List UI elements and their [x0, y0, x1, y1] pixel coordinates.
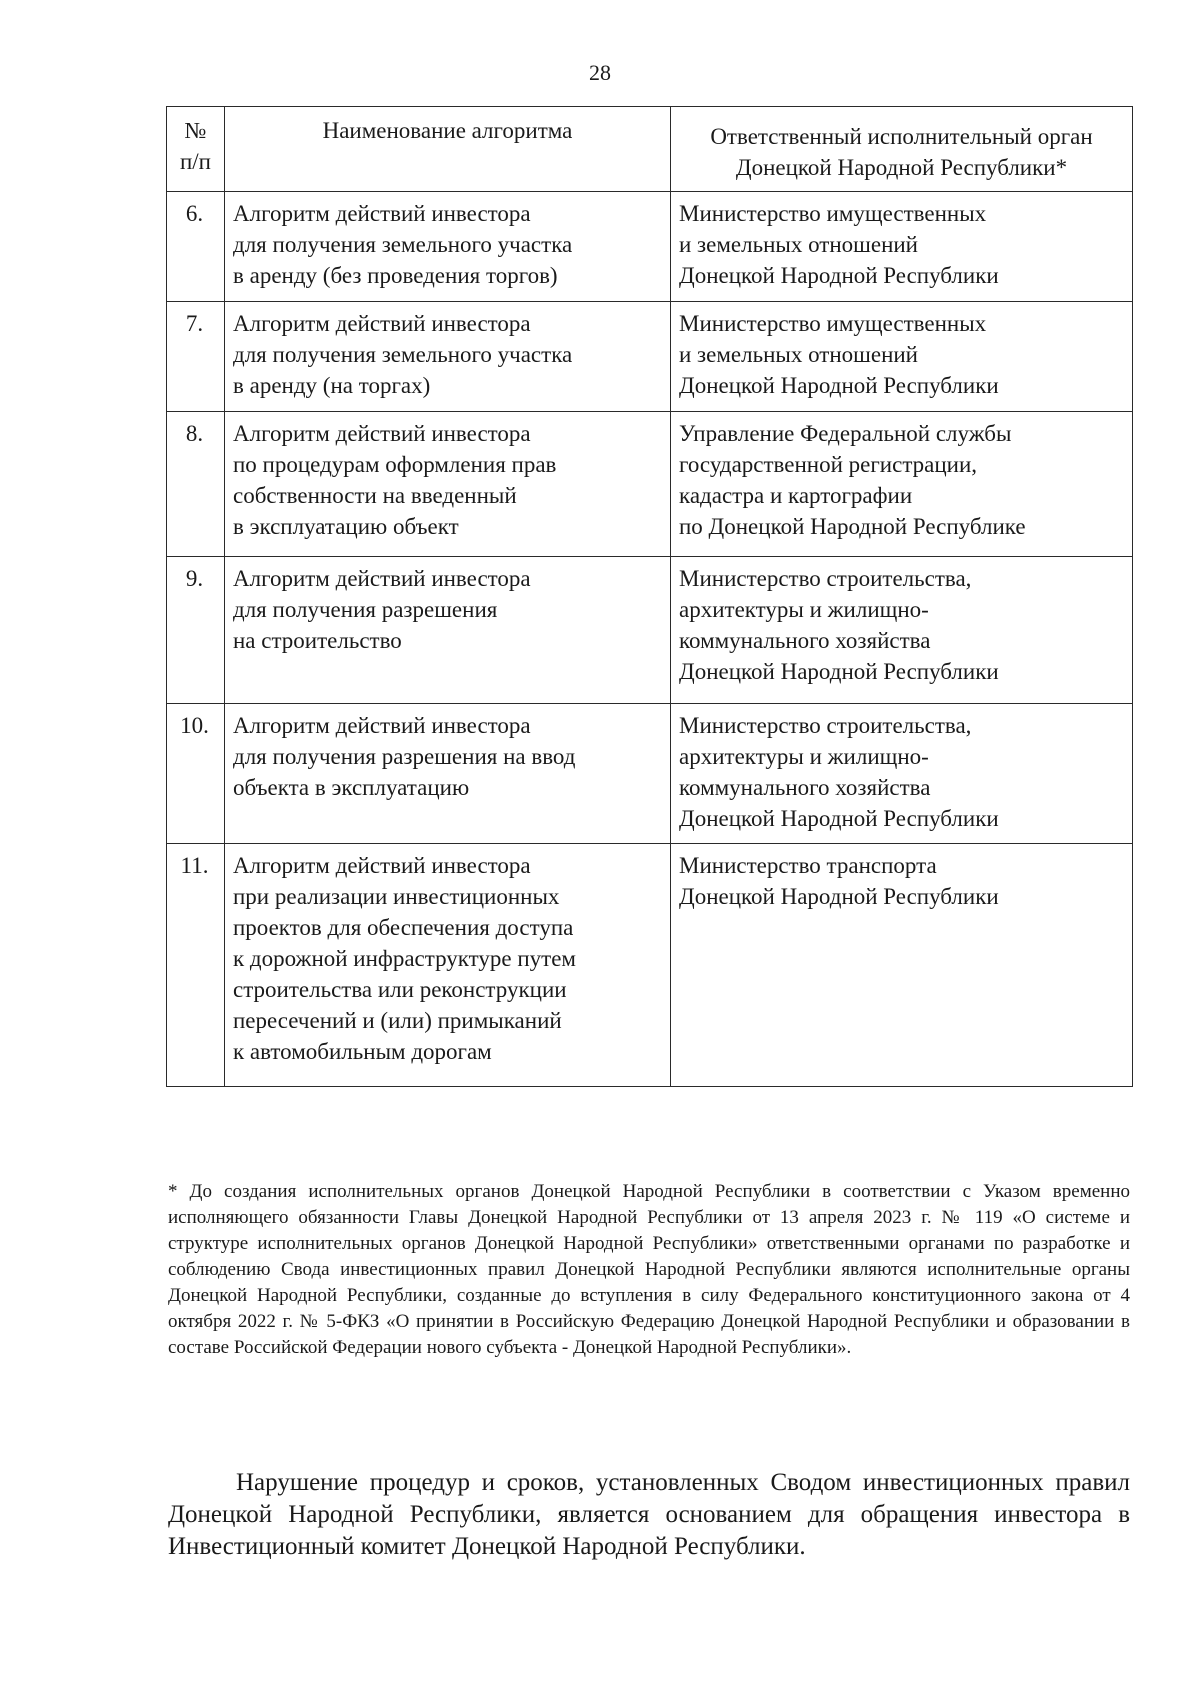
- conclusion-paragraph: Нарушение процедур и сроков, установленных Сводом инвестиционных правил Донецкой Народной Республики, является основанием для обращения инвестора в Инвестиционный комитет Донецкой Народной Республики.: [168, 1469, 1130, 1560]
- header-responsible-organ: Ответственный исполнительный орган Донецкой Народной Республики*: [671, 107, 1133, 192]
- responsible-organ: Министерство имущественных и земельных отношений Донецкой Народной Республики: [671, 302, 1133, 412]
- table-row: [167, 302, 1133, 412]
- algorithm-name: Алгоритм действий инвестора для получения разрешения на строительство: [225, 557, 671, 704]
- algorithm-name: Алгоритм действий инвестора при реализации инвестиционных проектов для обеспечения доступа к дорожной инфраструктуре путем строительства или реконструкции пересечений и (или) примыканий к автомобильным дорогам: [225, 844, 671, 1087]
- page-number: 28: [589, 60, 611, 85]
- table-row: [167, 704, 1133, 844]
- algorithm-name: Алгоритм действий инвестора по процедурам оформления прав собственности на введенный в эксплуатацию объект: [225, 412, 671, 557]
- table-row: [167, 557, 1133, 704]
- responsible-organ: Министерство строительства, архитектуры и жилищно- коммунального хозяйства Донецкой Народной Республики: [671, 704, 1133, 844]
- row-number: 10.: [167, 704, 225, 844]
- header-num: № п/п: [167, 107, 225, 192]
- table-row: [167, 192, 1133, 302]
- row-number: 9.: [167, 557, 225, 704]
- table-row: [167, 844, 1133, 1087]
- responsible-organ: Министерство строительства, архитектуры и жилищно- коммунального хозяйства Донецкой Народной Республики: [671, 557, 1133, 704]
- algorithms-table: [166, 106, 1133, 1087]
- table-row: [167, 412, 1133, 557]
- algorithm-name: Алгоритм действий инвестора для получения земельного участка в аренду (без проведения торгов): [225, 192, 671, 302]
- table-header-row: [167, 107, 1133, 192]
- footnote: * До создания исполнительных органов Донецкой Народной Республики в соответствии с Указом временно исполняющего обязанности Главы Донецкой Народной Республики от 13 апреля 2023 г. № 119 «О системе и структуре исполнительных органов Донецкой Народной Республики» ответственными органами по разработке и соблюдению Свода инвестиционных правил Донецкой Народной Республики являются исполнительные органы Донецкой Народной Республики, созданные до вступления в силу Федерального конституционного закона от 4 октября 2022 г. № 5-ФКЗ «О принятии в Российскую Федерацию Донецкой Народной Республики и образовании в составе Российской Федерации нового субъекта - Донецкой Народной Республики».: [168, 1181, 1130, 1358]
- row-number: 6.: [167, 192, 225, 302]
- row-number: 7.: [167, 302, 225, 412]
- responsible-organ: Управление Федеральной службы государственной регистрации, кадастра и картографии по Донецкой Народной Республике: [671, 412, 1133, 557]
- algorithm-name: Алгоритм действий инвестора для получения земельного участка в аренду (на торгах): [225, 302, 671, 412]
- algorithm-name: Алгоритм действий инвестора для получения разрешения на ввод объекта в эксплуатацию: [225, 704, 671, 844]
- header-algorithm-name: Наименование алгоритма: [225, 107, 671, 192]
- responsible-organ: Министерство имущественных и земельных отношений Донецкой Народной Республики: [671, 192, 1133, 302]
- row-number: 8.: [167, 412, 225, 557]
- responsible-organ: Министерство транспорта Донецкой Народной Республики: [671, 844, 1133, 1087]
- row-number: 11.: [167, 844, 225, 1087]
